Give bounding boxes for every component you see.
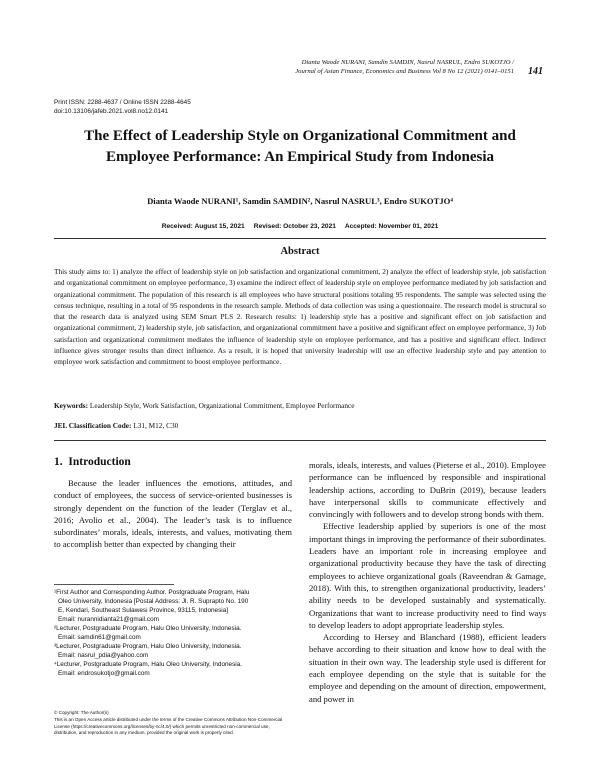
- left-column: [54, 477, 292, 551]
- footnote-4: ⁴Lecturer, Postgraduate Program, Halu Oleo University, Indonesia.: [54, 661, 243, 668]
- footnote-1-line-2: Oleo University, Indonesia [Postal Address: Jl. R. Suprapto No. 190: [58, 598, 249, 605]
- license-text: This is an Open Access article distributed under the terms of the Creative Commons Attribution Non-Commercial License (https://creativecommons.org/licenses/by-nc/4.0/) which permits unrestricted non-commercial use, distribution, and reproduction in any medium, provided the original work is properly cited.: [54, 716, 283, 736]
- jel-label: JEL Classification Code:: [54, 421, 132, 430]
- copyright-notice: [54, 710, 292, 737]
- running-header: [0, 58, 514, 76]
- doi-line: doi:10.13106/jafeb.2021.vol8.no12.0141: [54, 108, 169, 115]
- footnotes: [54, 588, 292, 678]
- divider-top: [54, 238, 546, 239]
- page-number: 141: [528, 66, 543, 77]
- footnote-2: ²Lecturer, Postgraduate Program, Halu Oleo University, Indonesia.: [54, 625, 242, 632]
- footnote-2-email: Email: samdin61@gmail.com: [58, 634, 141, 641]
- footnote-divider: [54, 584, 174, 585]
- abstract-heading: Abstract: [280, 246, 320, 257]
- header-authors: Dianta Waode NURANI, Samdin SAMDIN, Nasrul NASRUL, Endro SUKOTJO /: [301, 59, 514, 66]
- issn-block: [54, 98, 191, 116]
- footnote-3-email: Email: nasrul_pdia@yahoo.com: [58, 652, 149, 659]
- intro-paragraph-1: Because the leader influences the emotions, attitudes, and conduct of employees, the success of service-oriented businesses is strongly dependent on the function of the leader (Terglav et al., 2016; Avolio et al., 2004). The leader’s task is to influence subordinates’ morals, ideals, interests, and values, motivating them to accomplish better than expected by changing their: [54, 478, 292, 550]
- title-line-2: Employee Performance: An Empirical Study from Indonesia: [105, 149, 495, 165]
- publication-dates: Received: August 15, 2021 Revised: October 23, 2021 Accepted: November 01, 2021: [161, 223, 439, 230]
- jel-codes: [54, 421, 546, 430]
- keywords: [54, 401, 546, 410]
- paper-title: [54, 126, 546, 168]
- intro-paragraph-3: According to Hersey and Blanchard (1988), efficient leaders behave according to their situation and know how to deal with the situation in their own way. The leadership style used is different for each employee depending on the style that is suitable for the employee and depending on the amount of direction, empowerment, and power in: [309, 632, 546, 704]
- abstract-text: This study aims to: 1) analyze the effect of leadership style on job satisfaction and organizational commitment, 2) analyze the effect of leadership style, job satisfaction and organizational commitment on employee performance, 3) examine the indirect effect of leadership style on employee performance mediated by job satisfaction and organizational commitment. The population of this research is all employees who have structural positions totaling 95 respondents. The sample was selected using the census technique, resulting in a total of 95 respondents in the research sample. Methods of data collection was using a questionnaire. The research model is structural so that the research data is analyzed using SEM Smart PLS 2. Research results: 1) leadership style has a positive and significant effect on job satisfaction and organizational commitment, 2) leadership style, job satisfaction, and organizational commitment have a positive and significant effect on employee performance, 3) Job satisfaction and organizational commitment mediates the influence of leadership style on employee performance, and has a positive and significant effect. Indirect influence gives stronger results than direct influence. As a result, it is hoped that university leadership will use an effective leadership style and pay attention to employee work satisfaction and commitment to boost employee performance.: [54, 267, 546, 367]
- author-list: Dianta Waode NURANI¹, Samdin SAMDIN², Nasrul NASRUL³, Endro SUKOTJO⁴: [147, 196, 453, 206]
- right-column: [309, 459, 546, 705]
- footnote-4-email: Email: endrosukotjo@gmail.com: [58, 670, 150, 677]
- intro-paragraph-2: Effective leadership applied by superiors is one of the most important things in improving the performance of their subordinates. Leaders have an important role in increasing employee and organizational productivity because they have the task of directing employees to achieve organizational goals (Raveendran & Gamage, 2018). With this, to strengthen organizational productivity, leaders’ ability needs to be developed sustainably and systematically. Organizations that want to increase productivity need to find ways to develop leaders to adopt appropriate leadership styles.: [309, 521, 546, 630]
- title-line-1: The Effect of Leadership Style on Organizational Commitment and: [84, 128, 516, 144]
- divider-bottom: [54, 440, 546, 441]
- footnote-3: ³Lecturer, Postgraduate Program, Halu Oleo University, Indonesia.: [54, 643, 242, 650]
- copyright-line: © Copyright: The Author(s): [54, 710, 109, 715]
- intro-paragraph-1-continued: morals, ideals, interests, and values (Pieterse et al., 2010). Employee performance can be influenced by responsible and inspirational leadership actions, according to DuBrin (2019), because leaders have interpersonal skills to communicate effectively and convincingly with followers and to develop strong bonds with them.: [309, 460, 546, 520]
- footnote-1-email: Email: nurannidianta21@gmail.com: [58, 616, 159, 623]
- keywords-text: Leadership Style, Work Satisfaction, Organizational Commitment, Employee Performance: [88, 401, 355, 410]
- footnote-1-line-1: ¹First Author and Corresponding Author. Postgraduate Program, Halu: [54, 589, 250, 596]
- header-journal: Journal of Asian Finance, Economics and Business Vol 8 No 12 (2021) 0141–0151: [295, 68, 514, 75]
- issn-line: Print ISSN: 2288-4637 / Online ISSN 2288-4645: [54, 99, 191, 106]
- keywords-label: Keywords:: [54, 401, 89, 410]
- section-heading-introduction: 1. Introduction: [54, 456, 131, 468]
- jel-text: L31, M12, C30: [131, 421, 179, 430]
- footnote-1-line-3: E, Kendari, Southeast Sulawesi Province, 93115, Indonesia]: [58, 607, 229, 614]
